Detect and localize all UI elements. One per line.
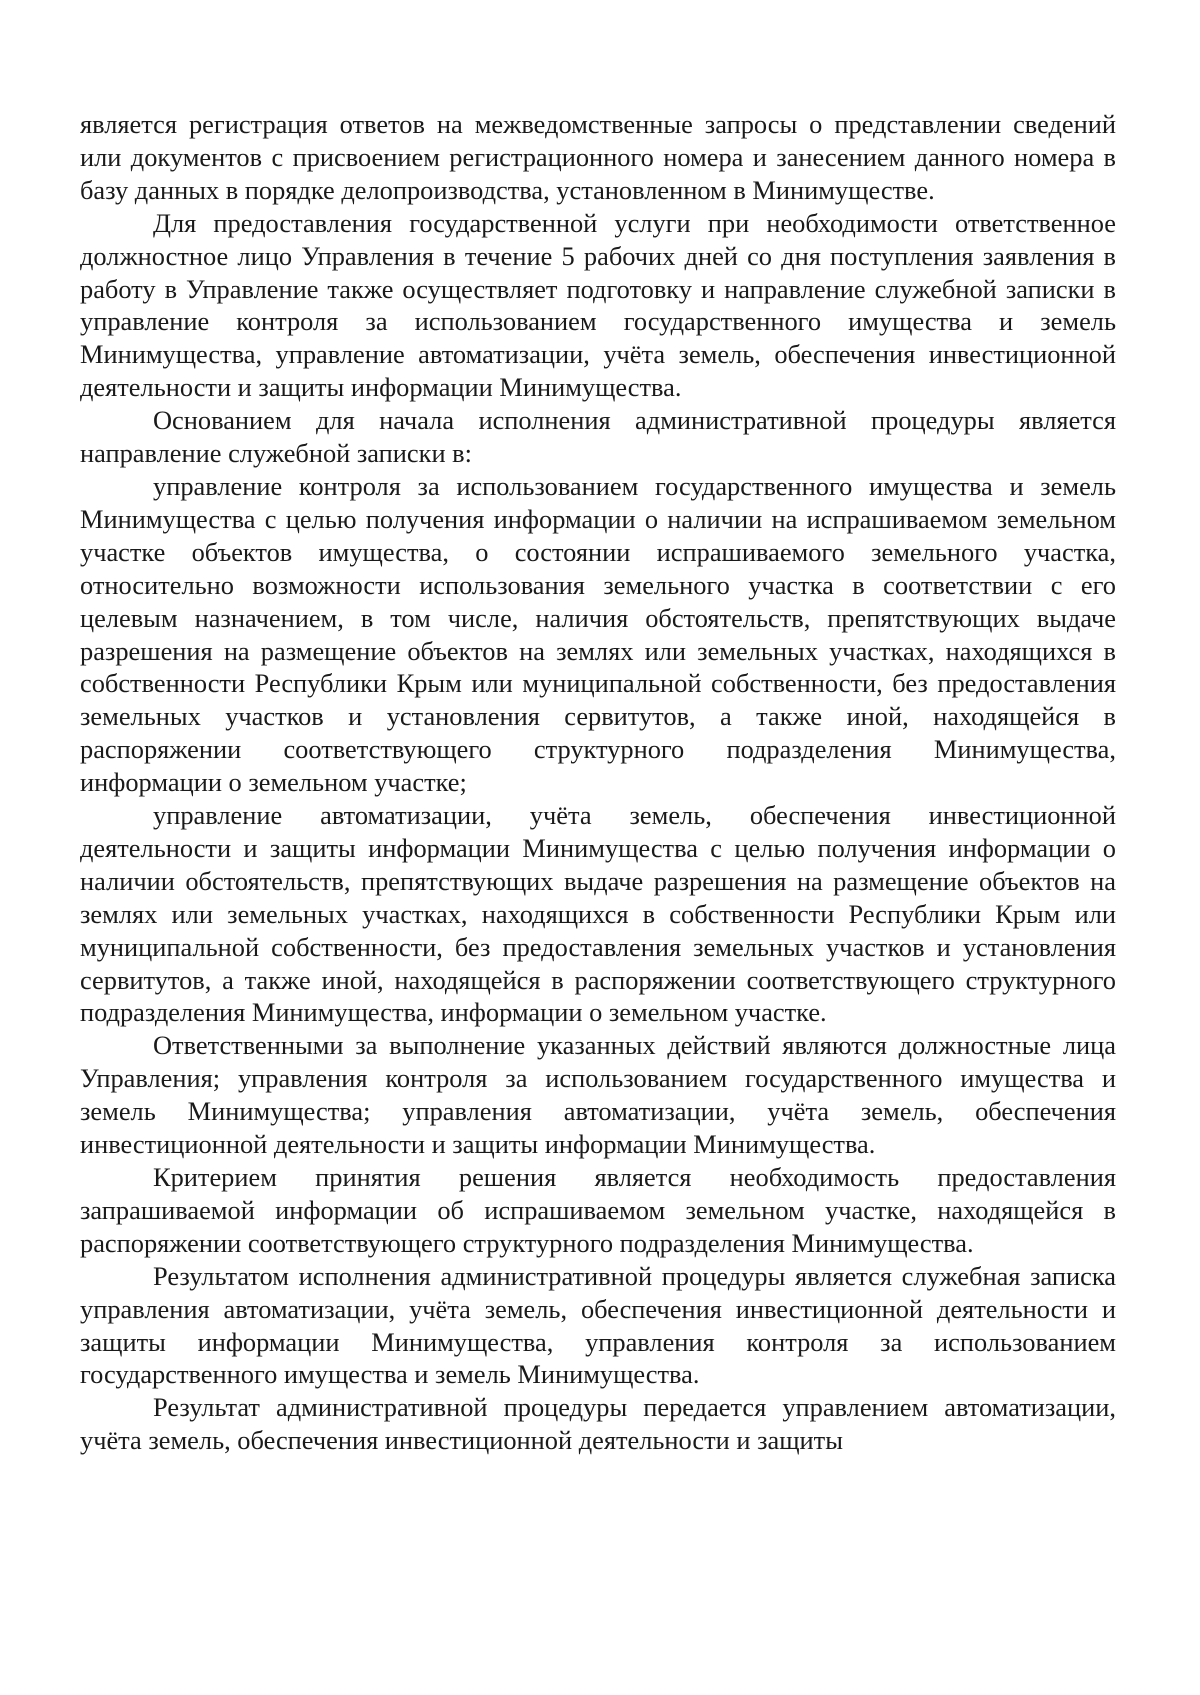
- paragraph-service-provision: Для предоставления государственной услуги при необходимости ответственное должностное лицо Управления в течение 5 рабочих дней со дня поступления заявления в работу в Управление также осуществляет подготовку и направление служебной записки в управление контроля за использованием государственного имущества и земель Минимущества, управление автоматизации, учёта земель, обеспечения инвестиционной деятельности и защиты информации Минимущества.: [80, 207, 1116, 403]
- document-page: [80, 108, 1116, 1457]
- paragraph-control-department: управление контроля за использованием государственного имущества и земель Минимущества с целью получения информации о наличии на испрашиваемом земельном участке объектов имущества, о состоянии испрашиваемого земельного участка, относительно возможности использования земельного участка в соответствии с его целевым назначением, в том числе, наличия обстоятельств, препятствующих выдаче разрешения на размещение объектов на землях или земельных участках, находящихся в собственности Республики Крым или муниципальной собственности, без предоставления земельных участков и установления сервитутов, а также иной, находящейся в распоряжении соответствующего структурного подразделения Минимущества, информации о земельном участке;: [80, 470, 1116, 798]
- paragraph-result-transfer: Результат административной процедуры передается управлением автоматизации, учёта земель, обеспечения инвестиционной деятельности и защиты: [80, 1392, 1116, 1456]
- paragraph-decision-criterion: Критерием принятия решения является необходимость предоставления запрашиваемой информации об испрашиваемом земельном участке, находящейся в распоряжении соответствующего структурного подразделения Минимущества.: [80, 1162, 1116, 1258]
- paragraph-automation-department: управление автоматизации, учёта земель, обеспечения инвестиционной деятельности и защиты информации Минимущества с целью получения информации о наличии обстоятельств, препятствующих выдаче разрешения на размещение объектов на землях или земельных участках, находящихся в собственности Республики Крым или муниципальной собственности, без предоставления земельных участков и установления сервитутов, а также иной, находящейся в распоряжении соответствующего структурного подразделения Минимущества, информации о земельном участке.: [80, 800, 1116, 1028]
- paragraph-procedure-result: Результатом исполнения административной процедуры является служебная записка управления автоматизации, учёта земель, обеспечения инвестиционной деятельности и защиты информации Минимущества, управления контроля за использованием государственного имущества и земель Минимущества.: [80, 1260, 1116, 1390]
- paragraph-registration-continuation: является регистрация ответов на межведомственные запросы о представлении сведений или документов с присвоением регистрационного номера и занесением данного номера в базу данных в порядке делопроизводства, установленном в Минимуществе.: [80, 109, 1116, 205]
- paragraph-responsible-persons: Ответственными за выполнение указанных действий являются должностные лица Управления; управления контроля за использованием государственного имущества и земель Минимущества; управления автоматизации, учёта земель, обеспечения инвестиционной деятельности и защиты информации Минимущества.: [80, 1030, 1116, 1160]
- paragraph-procedure-basis: Основанием для начала исполнения административной процедуры является направление служебной записки в:: [80, 405, 1116, 469]
